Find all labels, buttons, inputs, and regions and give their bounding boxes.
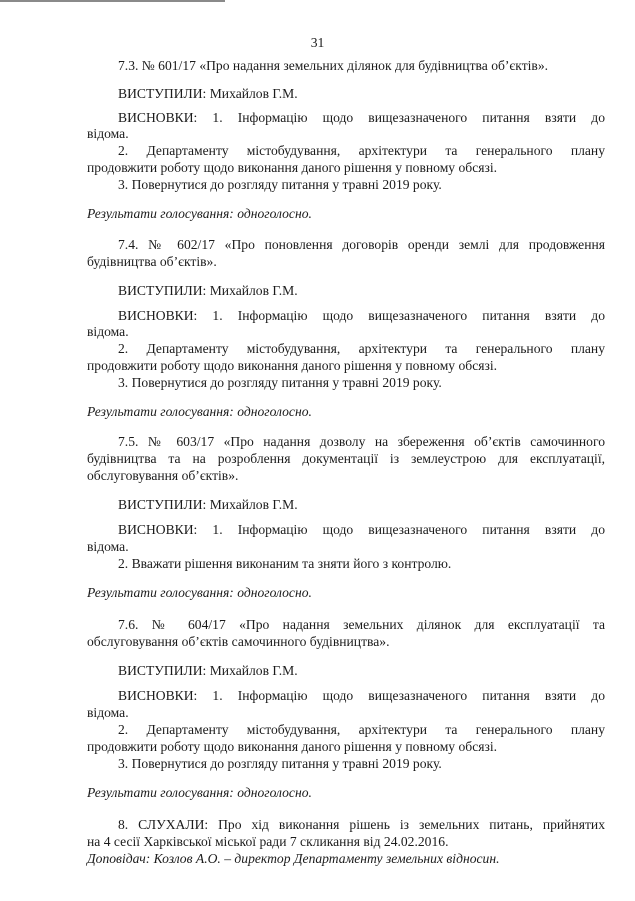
item-7-6-heading-cont: обслуговування об’єктів самочинного будівництва».	[87, 634, 390, 649]
page-number: 31	[310, 35, 325, 50]
item-7-6-conclusion-cont: відома.	[87, 705, 129, 720]
section-8-heard-cont: на 4 сесії Харківської міської ради 7 скликання від 24.02.2016.	[87, 834, 449, 849]
item-7-3-conclusion-cont: відома.	[87, 126, 129, 141]
item-7-6-point-2: 2. Департаменту містобудування, архітектури та генерального плану	[118, 722, 605, 737]
item-7-5-heading: 7.5. № 603/17 «Про надання дозволу на збереження об’єктів самочинного	[118, 434, 605, 449]
item-7-3-point-2: 2. Департаменту містобудування, архітектури та генерального плану	[118, 143, 605, 158]
item-7-4-speaker: ВИСТУПИЛИ: Михайлов Г.М.	[118, 283, 298, 298]
item-7-4-point-2-cont: продовжити роботу щодо виконання даного рішення у повному обсязі.	[87, 358, 498, 373]
section-8-heard: 8. СЛУХАЛИ: Про хід виконання рішень із земельних питань, прийнятих	[118, 817, 605, 832]
section-8-reporter: Доповідач: Козлов А.О. – директор Департаменту земельних відносин.	[87, 851, 500, 866]
item-7-5-speaker: ВИСТУПИЛИ: Михайлов Г.М.	[118, 497, 298, 512]
item-7-4-heading: 7.4. № 602/17 «Про поновлення договорів оренди землі для продовження	[118, 237, 605, 252]
item-7-5-point-2: 2. Вважати рішення виконаним та зняти його з контролю.	[118, 556, 452, 571]
item-7-3-heading: 7.3. № 601/17 «Про надання земельних ділянок для будівництва об’єктів».	[118, 58, 549, 73]
item-7-4-heading-cont: будівництва об’єктів».	[87, 254, 217, 269]
item-7-5-conclusion: ВИСНОВКИ: 1. Інформацію щодо вищезазначеного питання взяти до	[118, 522, 605, 537]
item-7-5-conclusion-cont: відома.	[87, 539, 129, 554]
item-7-6-speaker: ВИСТУПИЛИ: Михайлов Г.М.	[118, 663, 298, 678]
scan-edge-line	[0, 0, 225, 2]
item-7-4-point-3: 3. Повернутися до розгляду питання у травні 2019 року.	[118, 375, 442, 390]
item-7-4-point-2: 2. Департаменту містобудування, архітектури та генерального плану	[118, 341, 605, 356]
item-7-3-point-2-cont: продовжити роботу щодо виконання даного рішення у повному обсязі.	[87, 160, 498, 175]
item-7-5-vote: Результати голосування: одноголосно.	[87, 585, 312, 600]
item-7-6-heading: 7.6. № 604/17 «Про надання земельних ділянок для експлуатації та	[118, 617, 605, 632]
item-7-3-point-3: 3. Повернутися до розгляду питання у травні 2019 року.	[118, 177, 442, 192]
item-7-4-vote: Результати голосування: одноголосно.	[87, 404, 312, 419]
item-7-4-conclusion-cont: відома.	[87, 324, 129, 339]
item-7-6-vote: Результати голосування: одноголосно.	[87, 785, 312, 800]
item-7-3-speaker: ВИСТУПИЛИ: Михайлов Г.М.	[118, 86, 298, 101]
item-7-6-conclusion: ВИСНОВКИ: 1. Інформацію щодо вищезазначеного питання взяти до	[118, 688, 605, 703]
item-7-3-conclusion: ВИСНОВКИ: 1. Інформацію щодо вищезазначеного питання взяти до	[118, 110, 605, 125]
item-7-4-conclusion: ВИСНОВКИ: 1. Інформацію щодо вищезазначеного питання взяти до	[118, 308, 605, 323]
item-7-5-heading-cont-2: обслуговування об’єктів».	[87, 468, 239, 483]
item-7-6-point-2-cont: продовжити роботу щодо виконання даного рішення у повному обсязі.	[87, 739, 498, 754]
item-7-6-point-3: 3. Повернутися до розгляду питання у травні 2019 року.	[118, 756, 442, 771]
item-7-5-heading-cont: будівництва та на розроблення документації із землеустрою для експлуатації,	[87, 451, 605, 466]
item-7-3-vote: Результати голосування: одноголосно.	[87, 206, 312, 221]
